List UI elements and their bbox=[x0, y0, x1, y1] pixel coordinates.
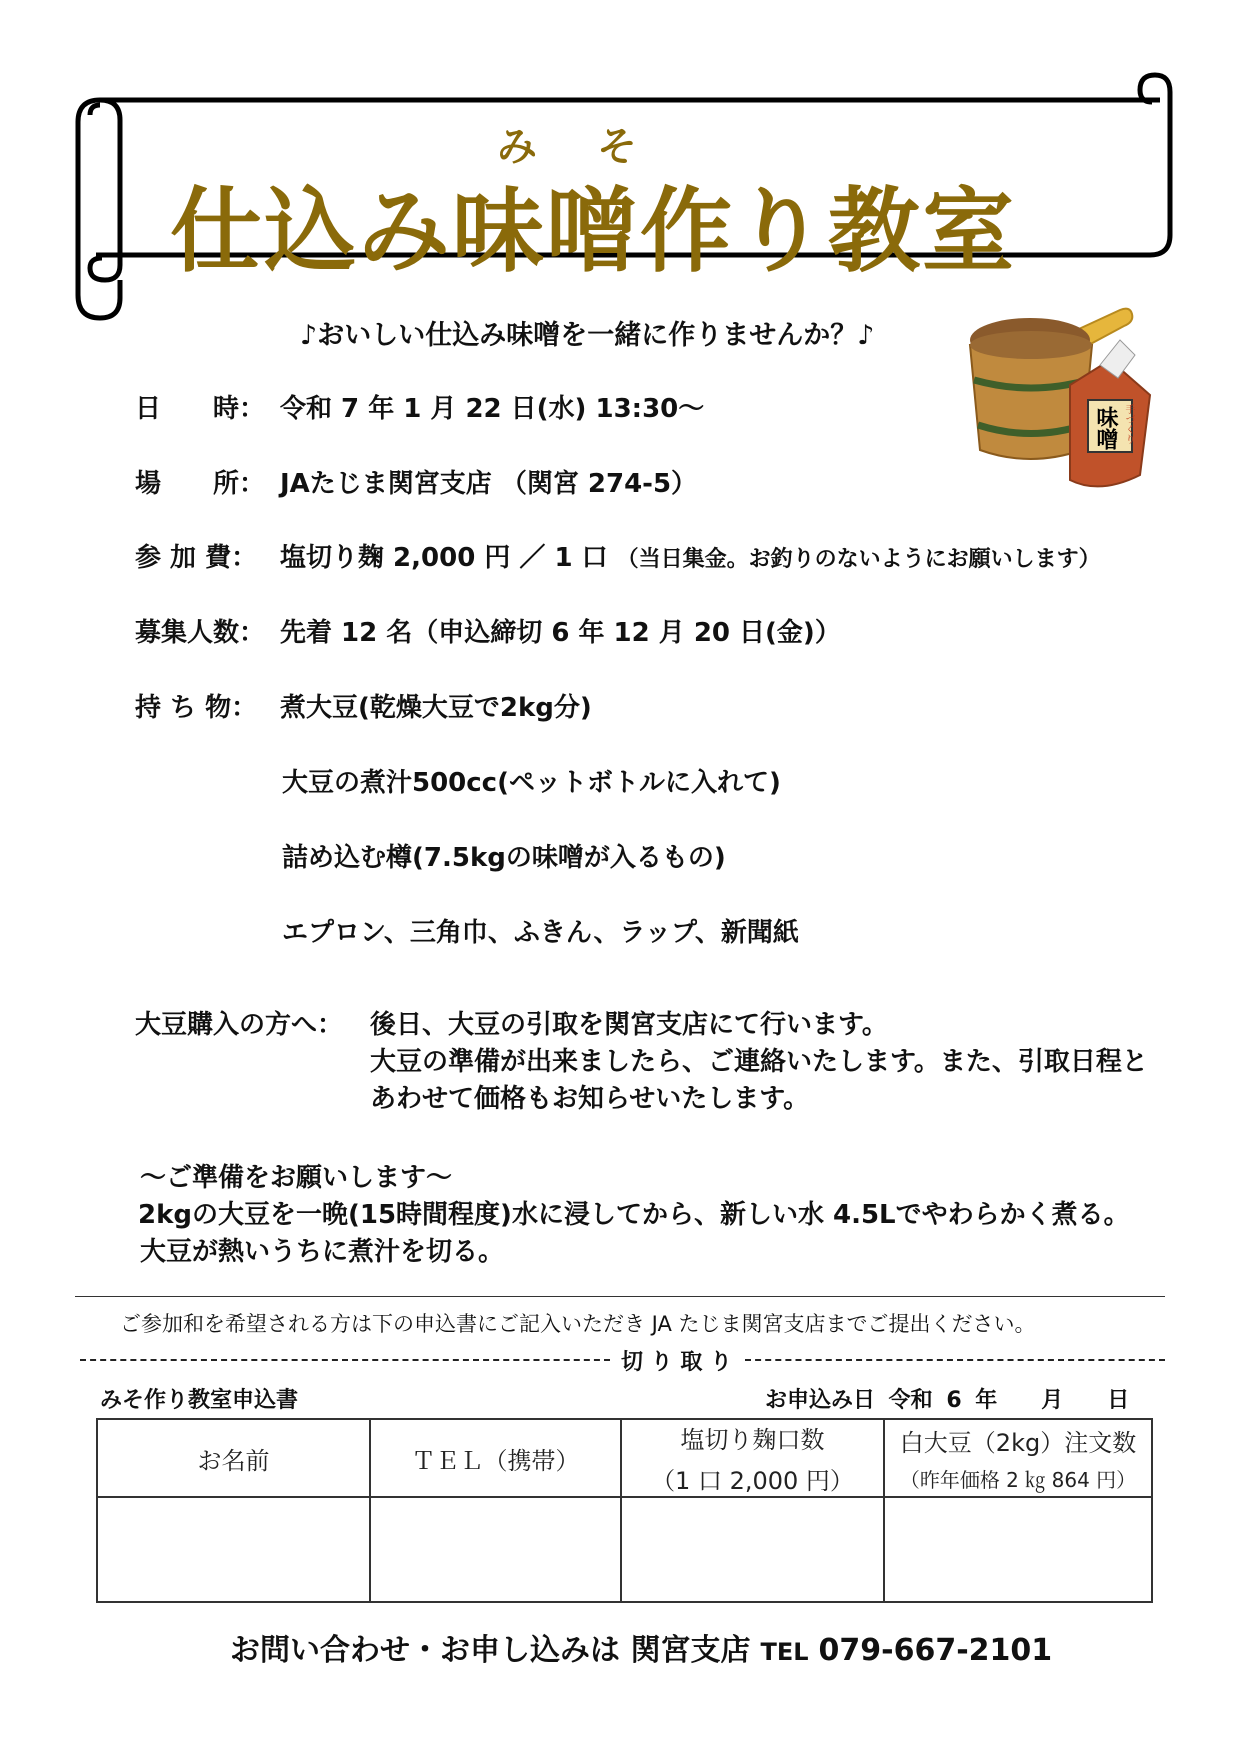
soy-purchase-line: 大豆の準備が出来ましたら、ご連絡いたします。また、引取日程と bbox=[370, 1047, 1148, 1077]
form-header-row bbox=[97, 1419, 1152, 1497]
form-title: みそ作り教室申込書 bbox=[100, 1388, 299, 1413]
miso-bag-sublabel: 手づくり bbox=[1123, 404, 1134, 444]
form-cell-koji[interactable] bbox=[621, 1497, 884, 1602]
belonging-item: 詰め込む樽(7.5kgの味噌が入るもの) bbox=[282, 843, 726, 873]
form-header-name bbox=[97, 1419, 370, 1497]
subtitle: ♪おいしい仕込み味噌を一緒に作りませんか？♪ bbox=[300, 320, 875, 351]
application-form-table bbox=[96, 1418, 1153, 1603]
contact-footer bbox=[230, 1625, 1052, 1669]
form-header-label: 塩切り麹口数 bbox=[680, 1426, 825, 1454]
prep-line: 2kgの大豆を一晩(15時間程度)水に浸してから、新しい水 4.5Lでやわらかく煮る。 bbox=[138, 1200, 1130, 1230]
cut-dash-right bbox=[745, 1359, 1165, 1361]
soy-purchase-line: 後日、大豆の引取を関宮支店にて行います。 bbox=[370, 1010, 888, 1040]
detail-label: 持 ち 物： bbox=[135, 693, 258, 723]
soy-purchase-line: あわせて価格もお知らせいたします。 bbox=[370, 1084, 810, 1114]
form-header-koji bbox=[621, 1419, 884, 1497]
form-header-sub: （昨年価格 2 ㎏ 864 円） bbox=[899, 1468, 1137, 1492]
detail-label: 日 時： bbox=[135, 394, 266, 424]
detail-value: 令和 7 年 1 月 22 日(水) 13:30～ bbox=[280, 394, 705, 424]
detail-value: 塩切り麹 2,000 円 ／ 1 口 bbox=[280, 543, 617, 573]
form-header-soybean bbox=[884, 1419, 1152, 1497]
cut-line bbox=[80, 1345, 1165, 1375]
detail-label: 参 加 費： bbox=[135, 543, 258, 573]
form-cell-name[interactable] bbox=[97, 1497, 370, 1602]
title-ruby-mi: み bbox=[497, 124, 537, 170]
miso-bag-label: 味噌 bbox=[1093, 406, 1118, 450]
tel-label: TEL bbox=[760, 1638, 809, 1666]
detail-value: 先着 12 名（申込締切 6 年 12 月 20 日(金)） bbox=[280, 618, 841, 648]
detail-label: 募集人数： bbox=[135, 618, 266, 648]
title-ruby-so: そ bbox=[597, 124, 637, 170]
soy-purchase-label: 大豆購入の方へ： bbox=[135, 1010, 344, 1040]
form-entry-row bbox=[97, 1497, 1152, 1602]
detail-row-belongings bbox=[135, 687, 592, 724]
detail-row-capacity bbox=[135, 612, 841, 649]
form-header-label: ＴＥＬ（携帯） bbox=[411, 1446, 580, 1475]
form-cell-tel[interactable] bbox=[370, 1497, 621, 1602]
form-header-label: 白大豆（2kg）注文数 bbox=[899, 1429, 1137, 1457]
divider bbox=[75, 1296, 1165, 1297]
form-cell-soybean[interactable] bbox=[884, 1497, 1152, 1602]
detail-row-fee bbox=[135, 537, 1101, 574]
belonging-item: エプロン、三角巾、ふきん、ラップ、新聞紙 bbox=[282, 918, 799, 948]
form-date: お申込み日 令和 6 年 月 日 bbox=[765, 1388, 1130, 1413]
contact-tel: 079-667-2101 bbox=[818, 1633, 1053, 1668]
prep-line: 大豆が熱いうちに煮汁を切る。 bbox=[140, 1237, 505, 1267]
detail-value: 煮大豆(乾燥大豆で2kg分) bbox=[280, 693, 592, 723]
detail-row-place bbox=[135, 463, 697, 500]
submission-notice: ご参加和を希望される方は下の申込書にご記入いただき JA たじま関宮支店までご提出ください。 bbox=[120, 1312, 1036, 1336]
cut-label: 切 り 取 り bbox=[615, 1345, 738, 1376]
form-header-label: お名前 bbox=[197, 1446, 270, 1475]
form-header-tel bbox=[370, 1419, 621, 1497]
cut-dash-left bbox=[80, 1359, 610, 1361]
form-header-sub: （1 口 2,000 円） bbox=[651, 1467, 854, 1495]
prep-heading: ～ご準備をお願いします～ bbox=[140, 1163, 453, 1193]
detail-label: 場 所： bbox=[135, 469, 266, 499]
detail-note: （当日集金。お釣りのないようにお願いします） bbox=[616, 547, 1101, 572]
detail-value: JAたじま関宮支店 （関宮 274-5） bbox=[280, 469, 698, 499]
page-title: 仕込み味噌作り教室 bbox=[170, 178, 1017, 285]
detail-row-datetime bbox=[135, 388, 704, 425]
belonging-item: 大豆の煮汁500cc(ペットボトルに入れて) bbox=[282, 768, 781, 798]
contact-lead: お問い合わせ・お申し込みは 関宮支店 bbox=[230, 1633, 751, 1668]
